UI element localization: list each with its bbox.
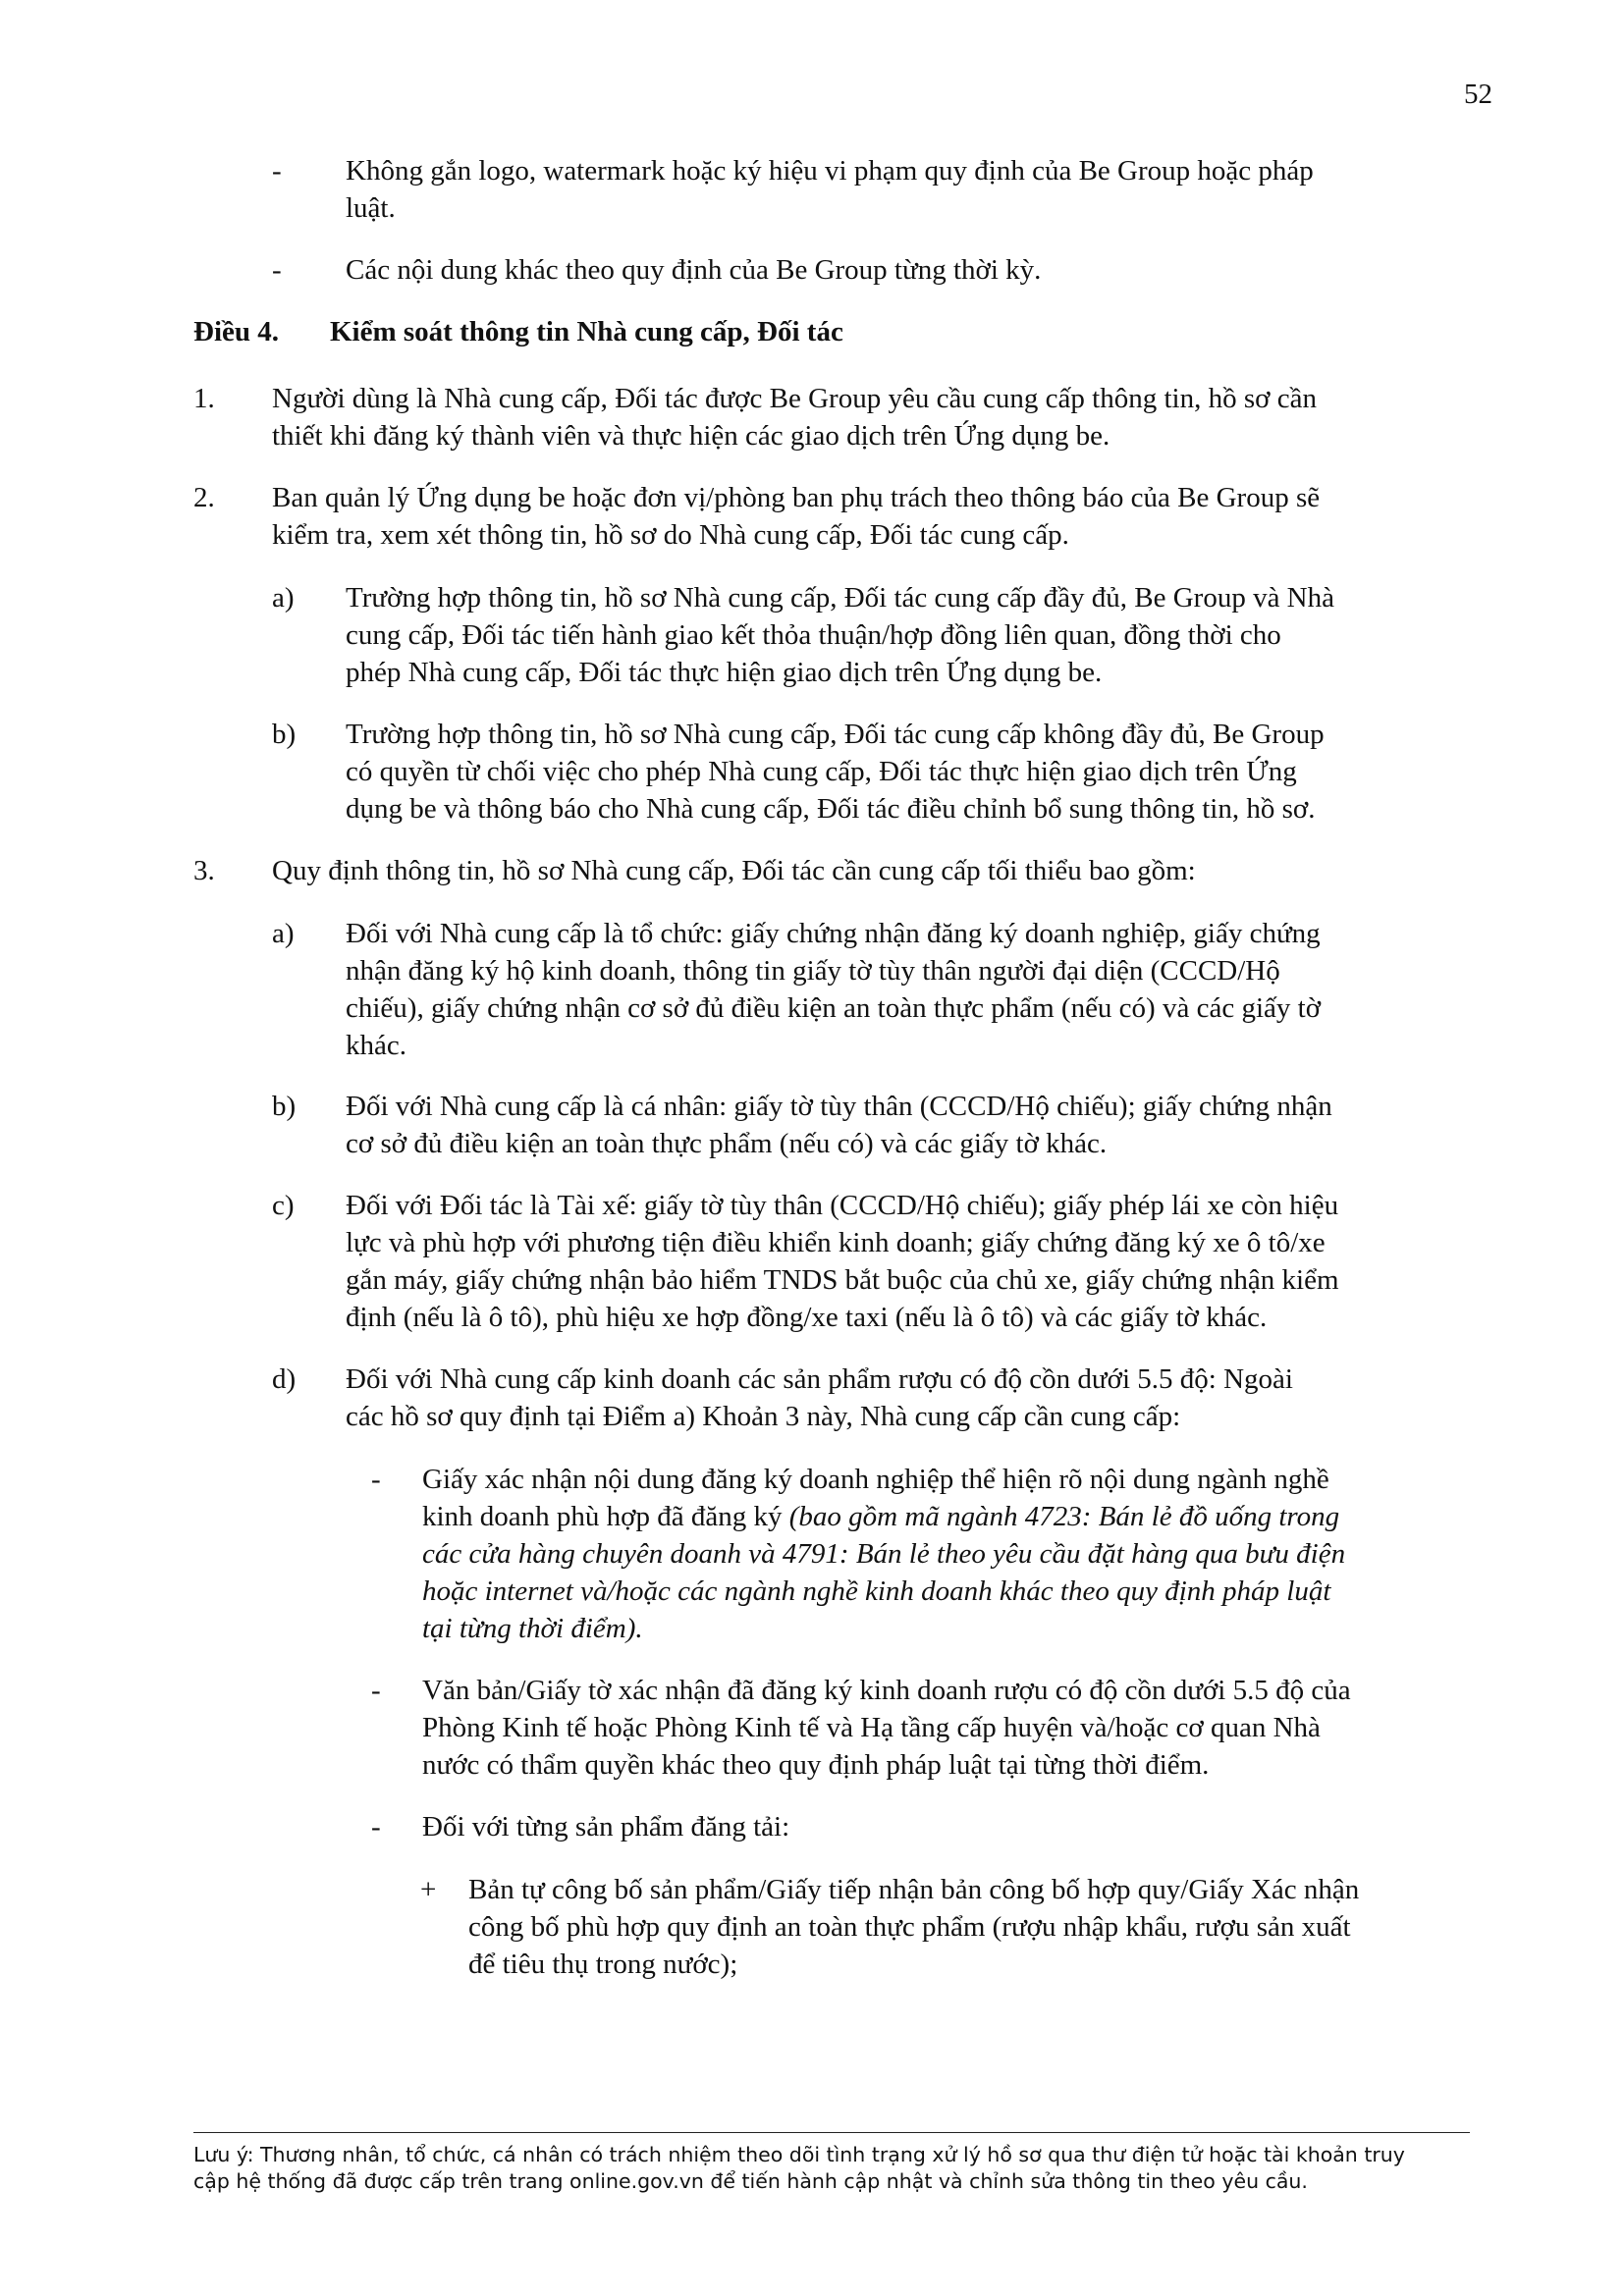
page-number: 52 xyxy=(1464,79,1492,110)
point-label: a) xyxy=(272,918,295,949)
dash-text xyxy=(422,1498,1339,1535)
dash-text: Giấy xác nhận nội dung đăng ký doanh nghiệp thể hiện rõ nội dung ngành nghề xyxy=(422,1464,1329,1495)
point-text: định (nếu là ô tô), phù hiệu xe hợp đồng/xe taxi (nếu là ô tô) và các giấy tờ khác. xyxy=(346,1302,1268,1333)
dash-marker: - xyxy=(371,1811,381,1842)
dash-text: Phòng Kinh tế hoặc Phòng Kinh tế và Hạ tầng cấp huyện và/hoặc cơ quan Nhà xyxy=(422,1712,1321,1743)
point-text: cơ sở đủ điều kiện an toàn thực phẩm (nếu có) và các giấy tờ khác. xyxy=(346,1128,1108,1159)
point-label: d) xyxy=(272,1363,297,1395)
clause-number: 2. xyxy=(193,482,215,513)
clause-number: 3. xyxy=(193,855,215,886)
dash-text-italic: các cửa hàng chuyên doanh và 4791: Bán lẻ theo yêu cầu đặt hàng qua bưu điện xyxy=(422,1538,1346,1570)
bullet-marker: - xyxy=(272,254,282,286)
point-label: b) xyxy=(272,1091,297,1122)
clause-text: kiểm tra, xem xét thông tin, hồ sơ do Nhà cung cấp, Đối tác cung cấp. xyxy=(272,519,1069,551)
footer-divider xyxy=(193,2132,1470,2133)
point-label: b) xyxy=(272,719,297,750)
point-text: Đối với Nhà cung cấp kinh doanh các sản phẩm rượu có độ cồn dưới 5.5 độ: Ngoài xyxy=(346,1363,1293,1395)
point-text: Đối với Nhà cung cấp là cá nhân: giấy tờ tùy thân (CCCD/Hộ chiếu); giấy chứng nhận xyxy=(346,1091,1332,1122)
footer-line: Lưu ý: Thương nhân, tổ chức, cá nhân có trách nhiệm theo dõi tình trạng xử lý hồ sơ qua thư điện tử hoặc tài khoản truy xyxy=(193,2143,1405,2166)
dash-text-italic: tại từng thời điểm). xyxy=(422,1613,643,1644)
bullet-text: luật. xyxy=(346,192,396,224)
point-text: nhận đăng ký hộ kinh doanh, thông tin giấy tờ tùy thân người đại diện (CCCD/Hộ xyxy=(346,955,1280,987)
point-text: Đối với Đối tác là Tài xế: giấy tờ tùy thân (CCCD/Hộ chiếu); giấy phép lái xe còn hiệu xyxy=(346,1190,1339,1221)
point-label: c) xyxy=(272,1190,295,1221)
bullet-text: Không gắn logo, watermark hoặc ký hiệu vi phạm quy định của Be Group hoặc pháp xyxy=(346,155,1314,187)
point-text: Trường hợp thông tin, hồ sơ Nhà cung cấp, Đối tác cung cấp đầy đủ, Be Group và Nhà xyxy=(346,582,1334,614)
point-text: khác. xyxy=(346,1030,406,1061)
bullet-text: Các nội dung khác theo quy định của Be Group từng thời kỳ. xyxy=(346,254,1042,286)
clause-text: thiết khi đăng ký thành viên và thực hiện các giao dịch trên Ứng dụng be. xyxy=(272,420,1110,452)
clause-text: Người dùng là Nhà cung cấp, Đối tác được Be Group yêu cầu cung cấp thông tin, hồ sơ cần xyxy=(272,383,1317,414)
clause-text: Quy định thông tin, hồ sơ Nhà cung cấp, Đối tác cần cung cấp tối thiểu bao gồm: xyxy=(272,855,1196,886)
dash-text-italic: (bao gồm mã ngành 4723: Bán lẻ đồ uống trong xyxy=(788,1501,1340,1532)
point-text: Đối với Nhà cung cấp là tổ chức: giấy chứng nhận đăng ký doanh nghiệp, giấy chứng xyxy=(346,918,1321,949)
plus-text: Bản tự công bố sản phẩm/Giấy tiếp nhận bản công bố hợp quy/Giấy Xác nhận xyxy=(468,1874,1360,1905)
plus-marker: + xyxy=(420,1874,437,1905)
article-number: Điều 4. xyxy=(193,316,279,347)
point-text: các hồ sơ quy định tại Điểm a) Khoản 3 này, Nhà cung cấp cần cung cấp: xyxy=(346,1401,1181,1432)
clause-number: 1. xyxy=(193,383,215,414)
footer-line: cập hệ thống đã được cấp trên trang online.gov.vn để tiến hành cập nhật và chỉnh sửa thông tin theo yêu cầu. xyxy=(193,2169,1308,2193)
clause-text: Ban quản lý Ứng dụng be hoặc đơn vị/phòng ban phụ trách theo thông báo của Be Group sẽ xyxy=(272,482,1321,513)
point-text: chiếu), giấy chứng nhận cơ sở đủ điều kiện an toàn thực phẩm (nếu có) và các giấy tờ xyxy=(346,992,1322,1024)
dash-text: Đối với từng sản phẩm đăng tải: xyxy=(422,1811,790,1842)
point-text: có quyền từ chối việc cho phép Nhà cung cấp, Đối tác thực hiện giao dịch trên Ứng xyxy=(346,756,1297,787)
footer-note xyxy=(193,2142,1480,2195)
point-text: lực và phù hợp với phương tiện điều khiển kinh doanh; giấy chứng đăng ký xe ô tô/xe xyxy=(346,1227,1326,1258)
plus-text: để tiêu thụ trong nước); xyxy=(468,1949,738,1980)
point-text: phép Nhà cung cấp, Đối tác thực hiện giao dịch trên Ứng dụng be. xyxy=(346,657,1103,688)
article-title: Kiểm soát thông tin Nhà cung cấp, Đối tác xyxy=(330,316,843,347)
bullet-marker: - xyxy=(272,155,282,187)
point-label: a) xyxy=(272,582,295,614)
dash-marker: - xyxy=(371,1675,381,1706)
dash-text: nước có thẩm quyền khác theo quy định pháp luật tại từng thời điểm. xyxy=(422,1749,1210,1781)
point-text: cung cấp, Đối tác tiến hành giao kết thỏa thuận/hợp đồng liên quan, đồng thời cho xyxy=(346,619,1281,651)
dash-text-plain: kinh doanh phù hợp đã đăng ký xyxy=(422,1501,789,1532)
point-text: dụng be và thông báo cho Nhà cung cấp, Đối tác điều chỉnh bổ sung thông tin, hồ sơ. xyxy=(346,793,1316,825)
dash-text: Văn bản/Giấy tờ xác nhận đã đăng ký kinh doanh rượu có độ cồn dưới 5.5 độ của xyxy=(422,1675,1351,1706)
point-text: Trường hợp thông tin, hồ sơ Nhà cung cấp, Đối tác cung cấp không đầy đủ, Be Group xyxy=(346,719,1325,750)
dash-text-italic: hoặc internet và/hoặc các ngành nghề kinh doanh khác theo quy định pháp luật xyxy=(422,1575,1331,1607)
point-text: gắn máy, giấy chứng nhận bảo hiểm TNDS bắt buộc của chủ xe, giấy chứng nhận kiểm xyxy=(346,1264,1339,1296)
plus-text: công bố phù hợp quy định an toàn thực phẩm (rượu nhập khẩu, rượu sản xuất xyxy=(468,1911,1351,1943)
dash-marker: - xyxy=(371,1464,381,1495)
